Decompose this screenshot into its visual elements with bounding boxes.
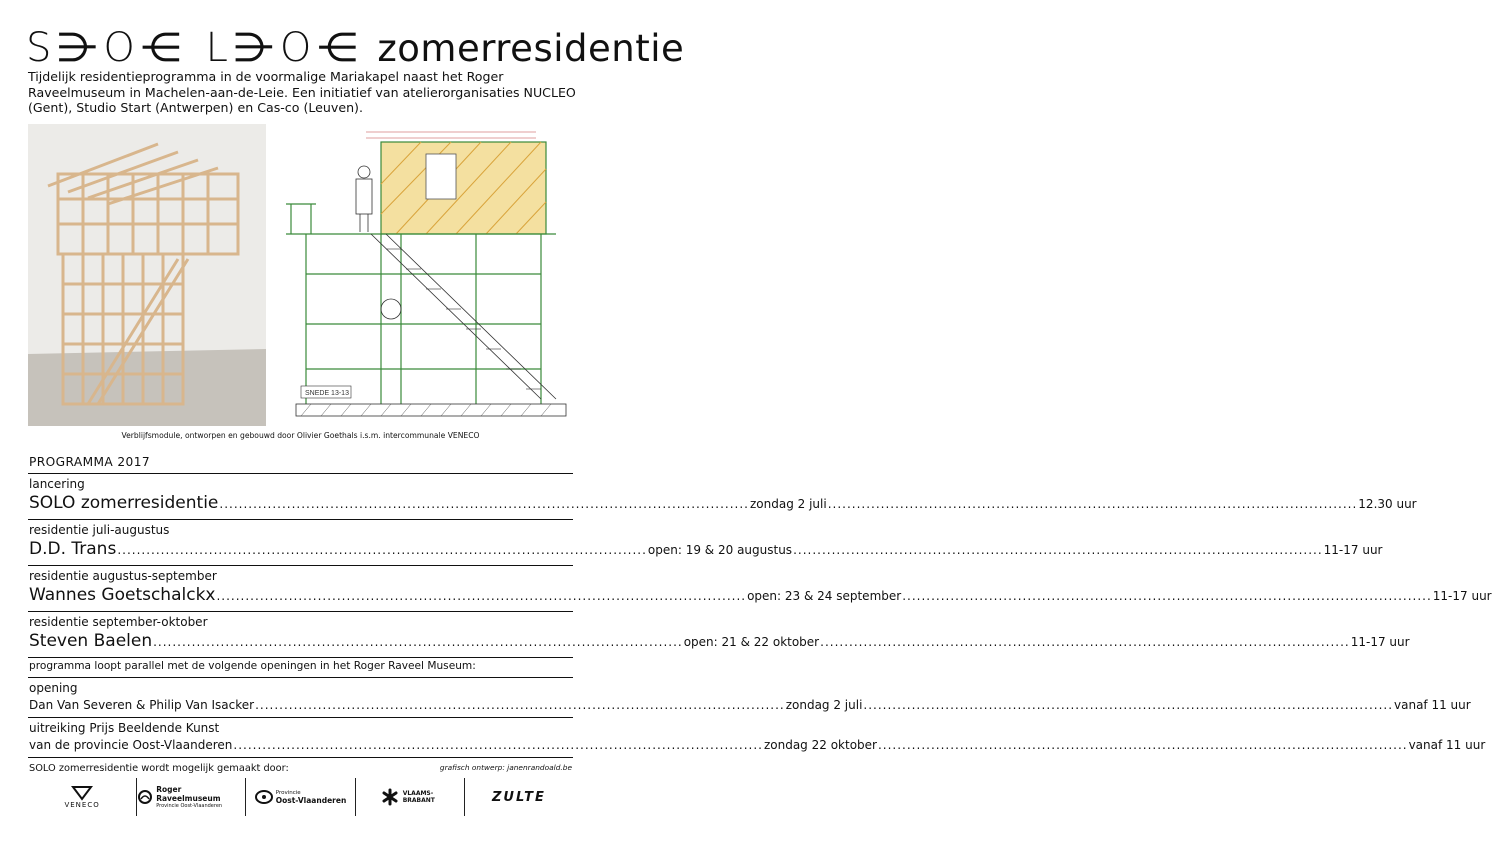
divider [28,611,573,612]
province-mark-icon [255,789,273,805]
opening-line [29,698,1471,712]
entry-name: D.D. Trans [29,539,117,559]
divider [28,519,573,520]
logo-sublabel: Provincie Oost-Vlaanderen [156,803,223,809]
divider [28,657,573,658]
opening-label: uitreiking Prijs Beeldende Kunst [29,721,220,735]
entry-date: open: 23 & 24 september [747,589,902,603]
entry-name: SOLO zomerresidentie [29,493,219,513]
wooden-module-illustration [28,124,266,426]
entry-label: residentie augustus-september [29,569,217,583]
sponsor-logos [28,777,573,817]
entry-date: open: 21 & 22 oktober [683,635,820,649]
parallel-note: programma loopt parallel met de volgende openingen in het Roger Raveel Museum: [29,660,476,672]
logo-label: Oost-Vlaanderen [275,795,347,805]
entry-line [29,585,1492,605]
opening-name: van de provincie Oost-Vlaanderen [29,738,233,752]
raveel-mark-icon [137,789,153,805]
entry-label: residentie juli-augustus [29,523,170,537]
title-row [26,25,685,71]
leader-dots [117,543,647,557]
veneco-logo [28,778,136,816]
veneco-mark-icon [71,785,93,801]
vlaams-brabant-logo [355,778,464,816]
opening-label: opening [29,681,78,695]
divider [28,717,573,718]
leader-dots [828,497,1358,511]
entry-label: residentie september-oktober [29,615,208,629]
logo-label: Roger Raveelmuseum [156,785,221,803]
leader-dots [878,738,1408,752]
opening-date: zondag 22 oktober [763,738,877,752]
entry-label: lancering [29,477,85,491]
opening-name: Dan Van Severen & Philip Van Isacker [29,698,255,712]
leader-dots [255,698,785,712]
leader-dots [902,589,1432,603]
section-label: SNEDE 13-13 [305,390,349,397]
entry-date: zondag 2 juli [749,497,827,511]
logo-sublabel: Provincie [275,789,301,796]
page-title: zomerresidentie [377,26,685,70]
entry-line [29,493,1417,513]
leader-dots [233,738,763,752]
logo-label: VLAAMS-BRABANT [402,790,435,804]
sponsor-text: SOLO zomerresidentie wordt mogelijk gemaakt door: [29,763,289,774]
design-credit: grafisch ontwerp: janenrandoald.be [439,763,572,772]
solo-logo: S⋺O⋲ L⋺O⋲ [26,25,364,71]
section-drawing [276,124,573,426]
entry-time: 12.30 uur [1358,497,1417,511]
entry-time: 11-17 uur [1432,589,1492,603]
oost-vlaanderen-logo [245,778,354,816]
divider [28,565,573,566]
entry-name: Wannes Goetschalckx [29,585,216,605]
raveelmuseum-logo [136,778,245,816]
divider [28,473,573,474]
opening-time: vanaf 11 uur [1408,738,1486,752]
divider [28,757,573,758]
intro-text: Tijdelijk residentieprogramma in de voormalige Mariakapel naast het Roger Raveelmuseum in Machelen-aan-de-Leie. Een initiatief van atelierorganisaties NUCLEO (Gent), Studio Start (Antwerpen) en Cas-co (Leuven). [28,69,576,115]
opening-line [29,738,1486,752]
zulte-logo [464,778,573,816]
logo-label: VENECO [64,801,100,809]
entry-date: open: 19 & 20 augustus [647,543,793,557]
leader-dots [793,543,1323,557]
opening-time: vanaf 11 uur [1394,698,1471,712]
star-mark-icon [381,788,399,806]
leader-dots [820,635,1350,649]
entry-line [29,631,1410,651]
leader-dots [863,698,1393,712]
entry-time: 11-17 uur [1350,635,1410,649]
opening-date: zondag 2 juli [785,698,863,712]
entry-name: Steven Baelen [29,631,153,651]
entry-line [29,539,1383,559]
module-photo [28,124,266,426]
divider [28,677,573,678]
leader-dots [216,589,746,603]
leader-dots [219,497,749,511]
figure-caption: Verblijfsmodule, ontworpen en gebouwd door Olivier Goethals i.s.m. intercommunale VENECO [121,431,480,440]
program-heading: PROGRAMMA 2017 [29,455,151,469]
entry-time: 11-17 uur [1323,543,1383,557]
architectural-section-illustration [276,124,573,426]
logo-label: ZULTE [491,789,546,805]
leader-dots [153,635,683,649]
